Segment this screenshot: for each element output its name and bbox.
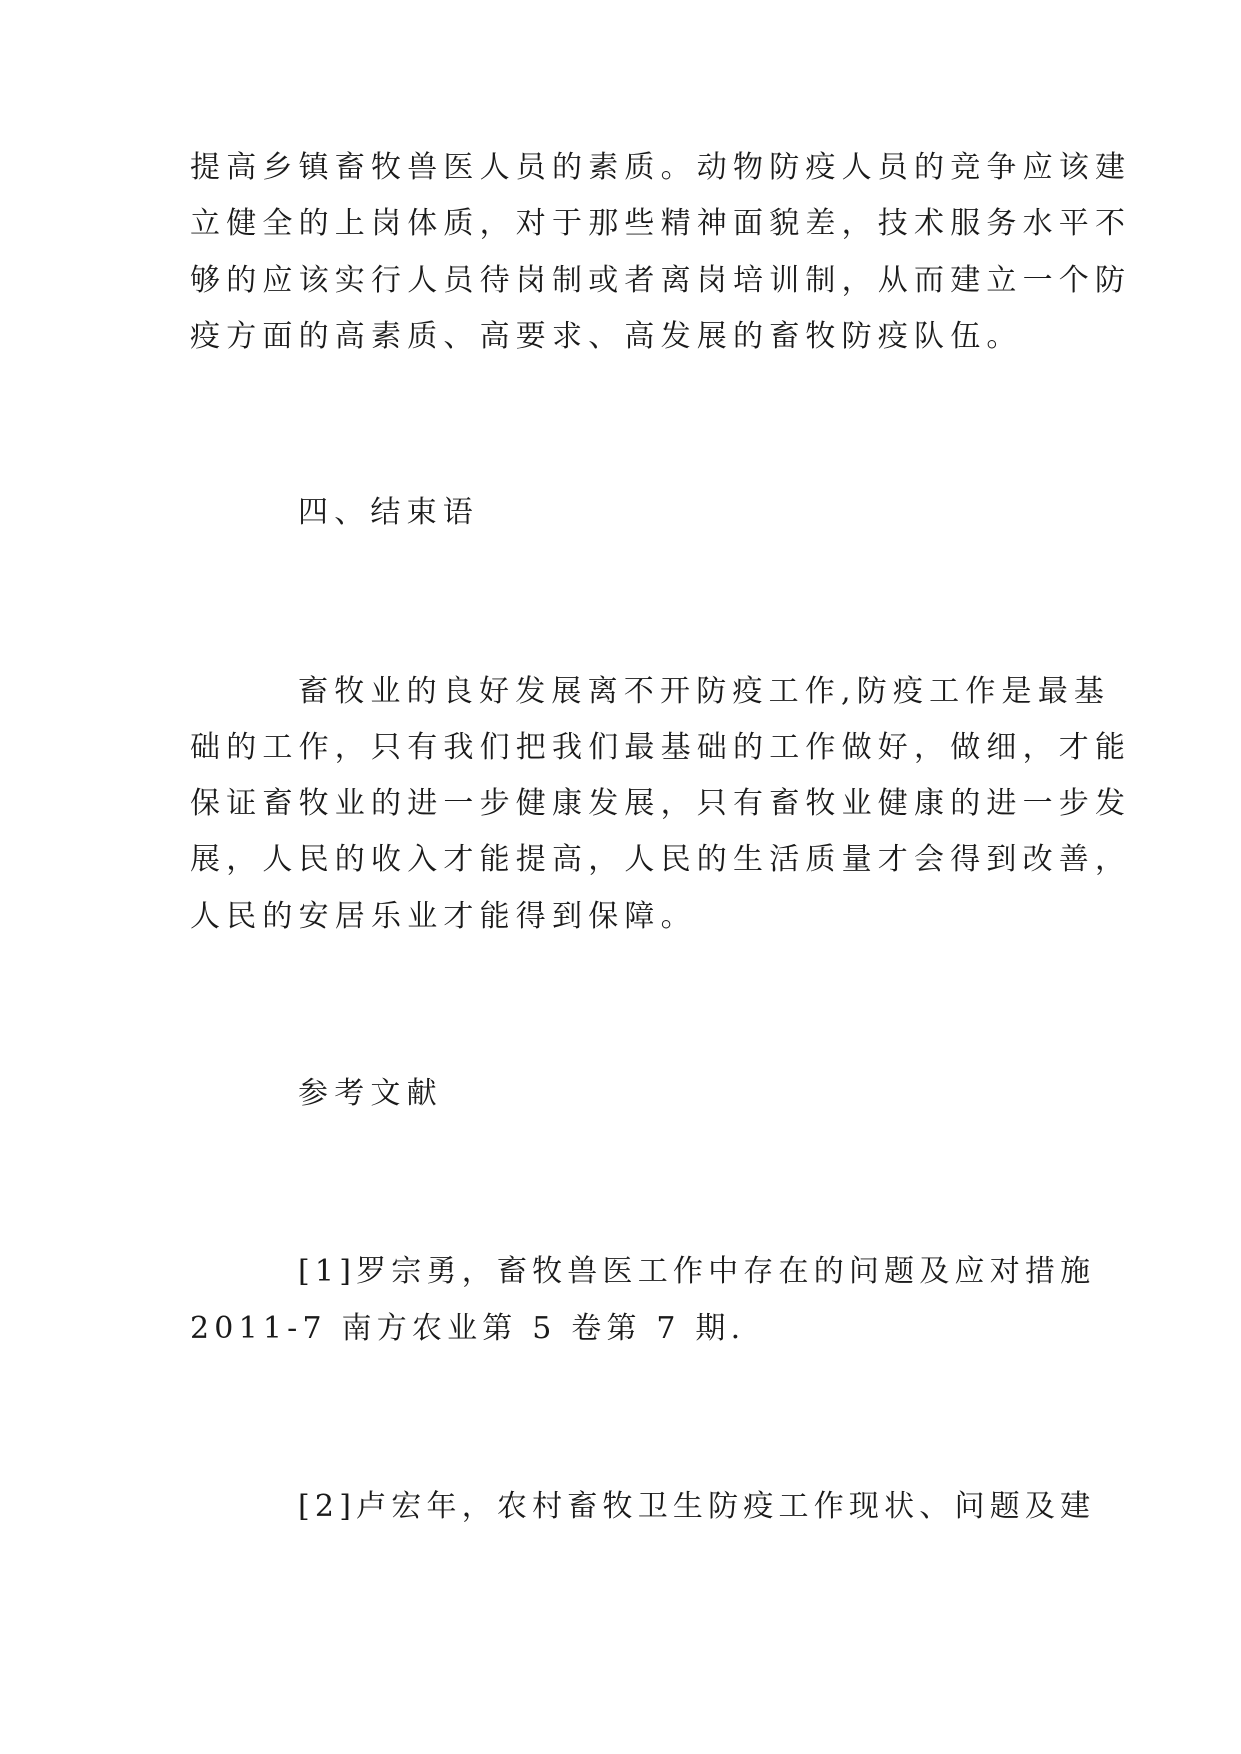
paragraph-line: 够的应该实行人员待岗制或者离岗培训制，从而建立一个防: [190, 263, 1132, 298]
paragraph-line: 提高乡镇畜牧兽医人员的素质。动物防疫人员的竞争应该建: [190, 150, 1132, 185]
paragraph-line: 立健全的上岗体质，对于那些精神面貌差，技术服务水平不: [190, 206, 1132, 241]
paragraph-line: 人民的安居乐业才能得到保障。: [190, 899, 697, 934]
section-heading-conclusion: 四、结束语: [298, 495, 479, 530]
reference-line: 2011-7 南方农业第 5 卷第 7 期.: [190, 1311, 746, 1346]
references-heading: 参考文献: [298, 1076, 443, 1111]
reference-line: [1]罗宗勇，畜牧兽医工作中存在的问题及应对措施: [298, 1254, 1096, 1289]
paragraph-line: 疫方面的高素质、高要求、高发展的畜牧防疫队伍。: [190, 319, 1023, 354]
paragraph-line: 础的工作，只有我们把我们最基础的工作做好，做细，才能: [190, 730, 1132, 765]
reference-line: [2]卢宏年，农村畜牧卫生防疫工作现状、问题及建: [298, 1489, 1096, 1524]
paragraph-line: 保证畜牧业的进一步健康发展，只有畜牧业健康的进一步发: [190, 786, 1132, 821]
paragraph-line: 畜牧业的良好发展离不开防疫工作,防疫工作是最基: [298, 674, 1111, 709]
paragraph-line: 展，人民的收入才能提高，人民的生活质量才会得到改善，: [190, 842, 1132, 877]
